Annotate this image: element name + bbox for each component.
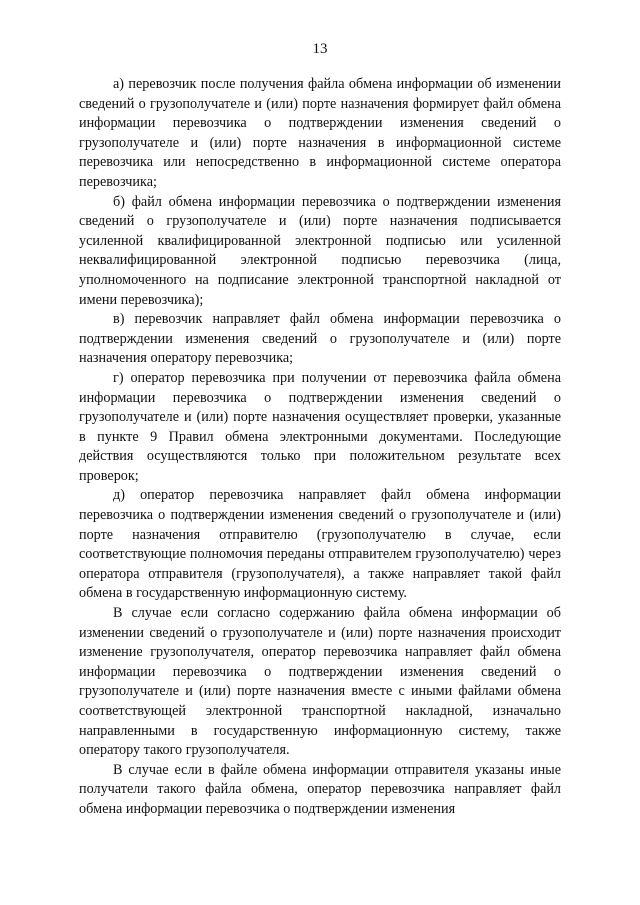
paragraph-item-g: г) оператор перевозчика при получении от перевозчика файла обмена информации перевозчика о подтверждении изменения сведений о грузополучателе и (или) порте назначения осуществляет проверки, указанные в пункте 9 Правил обмена электронными документами. Последующие действия осуществляются только при положительном результате всех проверок; (79, 369, 561, 484)
paragraph-item-d: д) оператор перевозчика направляет файл обмена информации перевозчика о подтверждении изменения сведений о грузополучателе и (или) порте назначения отправителю (грузополучателю в случае, если соответствующие полномочия переданы отправителем грузополучателю) через оператора отправителя (грузополучателя), а также направляет такой файл обмена в государственную информационную систему. (79, 487, 561, 602)
paragraph-other-recipients: В случае если в файле обмена информации отправителя указаны иные получатели такого файла обмена, оператор перевозчика направляет файл обмена информации перевозчика о подтверждении изменения (79, 761, 561, 817)
paragraph-item-v: в) перевозчик направляет файл обмена информации перевозчика о подтверждении изменения сведений о грузополучателе и (или) порте назначения оператору перевозчика; (79, 311, 561, 367)
page-number: 13 (312, 41, 328, 57)
document-body (79, 75, 561, 820)
paragraph-consignee-change: В случае если согласно содержанию файла обмена информации об изменении сведений о грузополучателе и (или) порте назначения происходит изменение грузополучателя, оператор перевозчика направляет файл обмена информации перевозчика о подтверждении изменения сведений о грузополучателе и (или) порте назначения вместе с иными файлами обмена соответствующей электронной транспортной накладной, изначально направленными в государственную информационную систему, также оператору такого грузополучателя. (79, 605, 561, 759)
paragraph-item-b: б) файл обмена информации перевозчика о подтверждении изменения сведений о грузополучателе и (или) порте назначения подписывается усиленной квалифицированной электронной подписью или усиленной неквалифицированной электронной подписью перевозчика (лица, уполномоченного на подписание электронной транспортной накладной от имени перевозчика); (79, 193, 561, 308)
paragraph-item-a: а) перевозчик после получения файла обмена информации об изменении сведений о грузополучателе и (или) порте назначения формирует файл обмена информации перевозчика о подтверждении изменения сведений о грузополучателе и (или) порте назначения в информационной системе перевозчика или непосредственно в информационной системе оператора перевозчика; (79, 76, 561, 190)
